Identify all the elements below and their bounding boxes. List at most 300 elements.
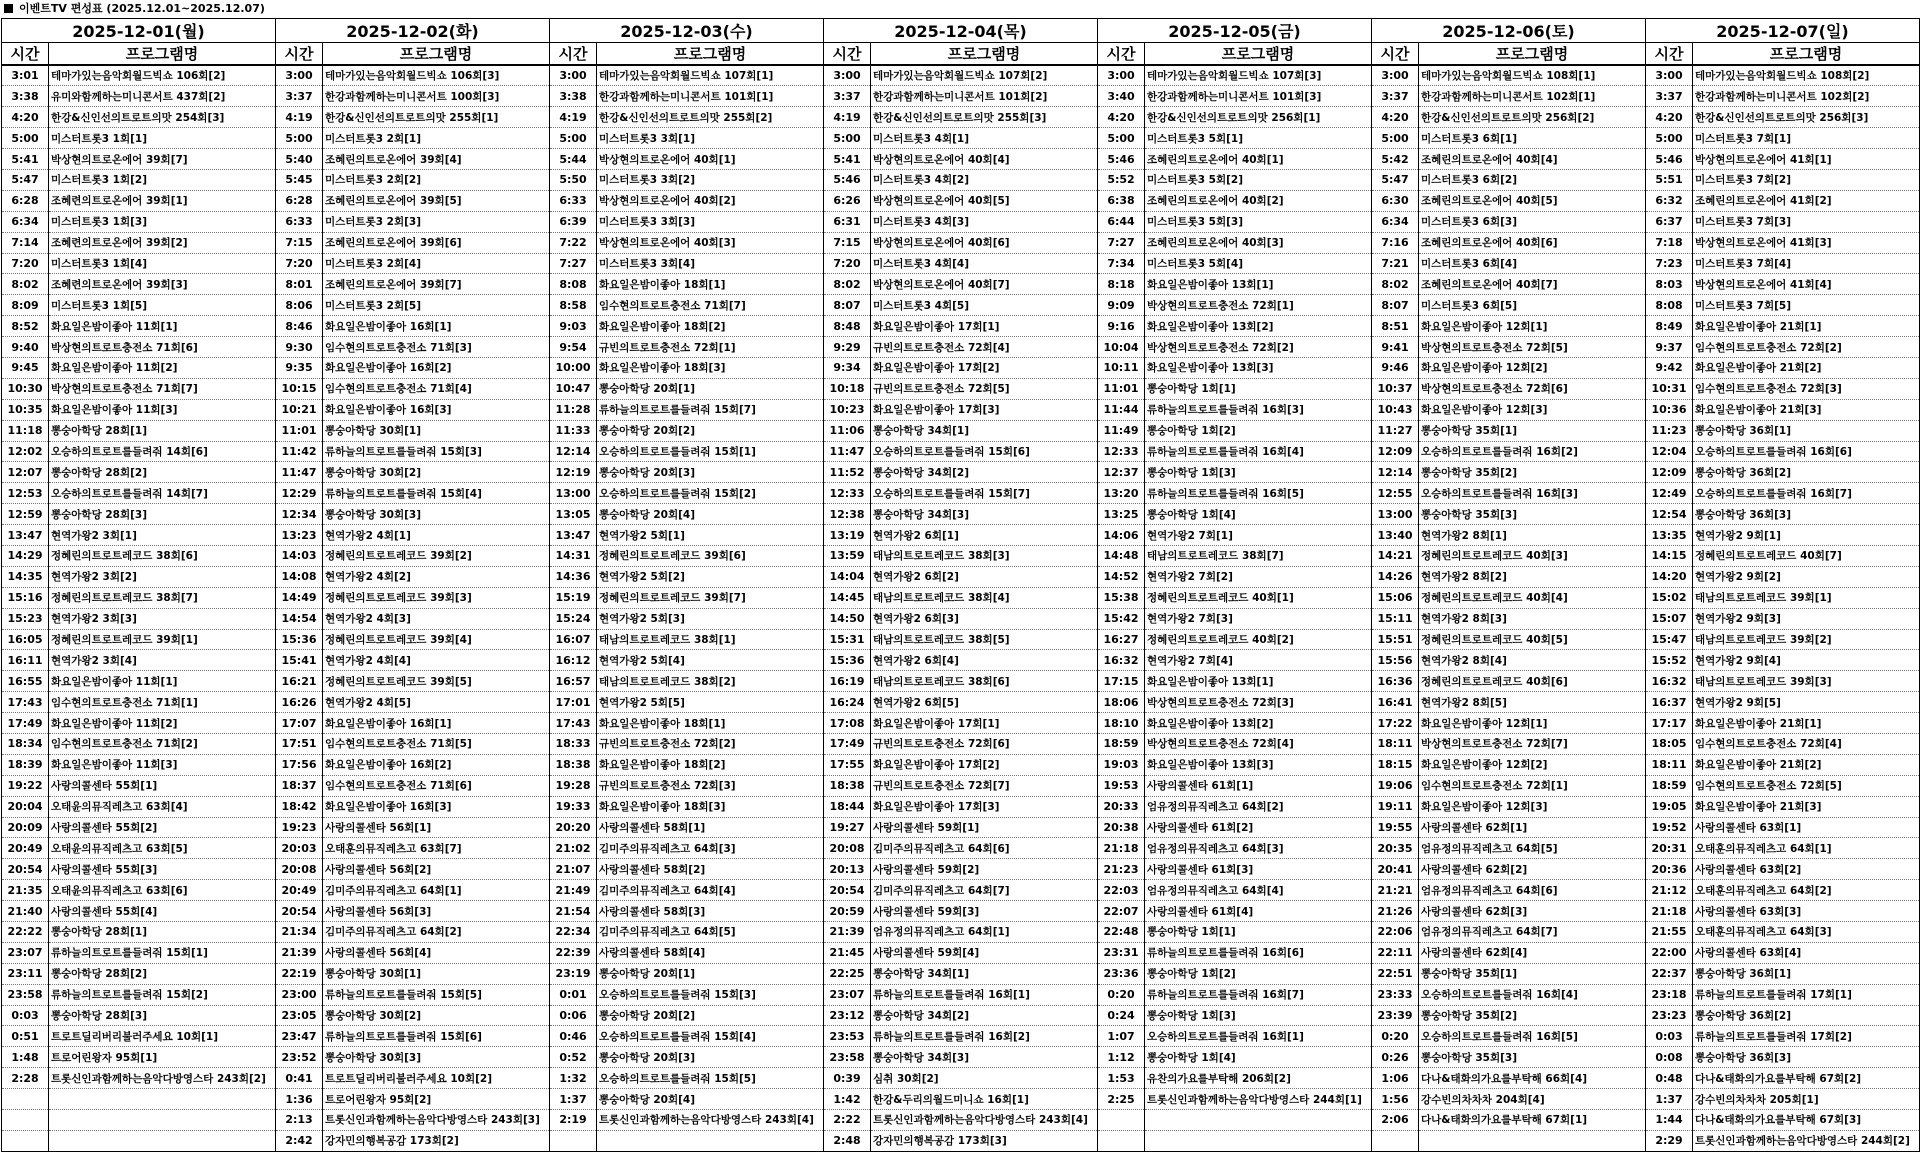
air-time: 9:37 xyxy=(1646,337,1693,358)
air-time: 10:47 xyxy=(550,378,597,399)
program-name: 미스터트롯3 5회[4] xyxy=(1145,253,1372,274)
program-name: 오승하의트로트를들려줘 15회[7] xyxy=(871,483,1098,504)
program-name: 미스터트롯3 2회[5] xyxy=(323,295,550,316)
program-name: 테마가있는음악회월드빅쇼 107회[1] xyxy=(597,65,824,86)
program-name: 현역가왕2 8회[4] xyxy=(1419,650,1646,671)
program-name: 뽕숭아학당 20회[1] xyxy=(597,378,824,399)
program-name: 사랑의콜센타 62회[4] xyxy=(1419,942,1646,963)
program-name: 태남의트로트레코드 38회[4] xyxy=(871,587,1098,608)
program-name: 박상현의트로온에어 40회[5] xyxy=(871,190,1098,211)
program-name: 한강과함께하는미니콘서트 102회[2] xyxy=(1693,86,1920,107)
air-time: 8:02 xyxy=(1372,274,1419,295)
air-time: 16:11 xyxy=(2,650,49,671)
air-time: 16:05 xyxy=(2,629,49,650)
air-time: 5:51 xyxy=(1646,169,1693,190)
air-time: 12:38 xyxy=(824,504,871,525)
program-name: 테마가있는음악회월드빅쇼 106회[3] xyxy=(323,65,550,86)
program-name: 현역가왕2 5회[5] xyxy=(597,692,824,713)
program-name: 태남의트로트레코드 39회[2] xyxy=(1693,629,1920,650)
air-time: 17:08 xyxy=(824,713,871,734)
air-time: 14:03 xyxy=(276,545,323,566)
air-time: 20:04 xyxy=(2,796,49,817)
air-time: 19:23 xyxy=(276,817,323,838)
air-time: 7:18 xyxy=(1646,232,1693,253)
air-time: 21:23 xyxy=(1098,859,1145,880)
air-time: 21:45 xyxy=(824,942,871,963)
schedule-row xyxy=(2,86,1920,107)
program-name: 현역가왕2 7회[4] xyxy=(1145,650,1372,671)
air-time: 0:20 xyxy=(1372,1026,1419,1047)
program-name: 현역가왕2 7회[1] xyxy=(1145,525,1372,546)
air-time: 8:03 xyxy=(1646,274,1693,295)
air-time: 16:26 xyxy=(276,692,323,713)
schedule-row xyxy=(2,1110,1920,1131)
air-time: 23:39 xyxy=(1372,1005,1419,1026)
air-time: 15:02 xyxy=(1646,587,1693,608)
air-time: 18:38 xyxy=(550,754,597,775)
air-time: 6:32 xyxy=(1646,190,1693,211)
air-time: 0:01 xyxy=(550,984,597,1005)
program-name: 화요일은밤이좋아 12회[3] xyxy=(1419,796,1646,817)
program-name: 사랑의콜센타 61회[2] xyxy=(1145,817,1372,838)
program-name: 트로어린왕자 95회[1] xyxy=(49,1047,276,1068)
program-name: 현역가왕2 6회[3] xyxy=(871,608,1098,629)
air-time: 20:08 xyxy=(276,859,323,880)
air-time: 16:32 xyxy=(1646,671,1693,692)
program-name: 한강&신인선의트로트의맛 255회[2] xyxy=(597,107,824,128)
program-name: 현역가왕2 5회[1] xyxy=(597,525,824,546)
air-time: 17:17 xyxy=(1646,713,1693,734)
air-time: 19:27 xyxy=(824,817,871,838)
air-time: 17:22 xyxy=(1372,713,1419,734)
program-name: 박상현의트로온에어 40회[7] xyxy=(871,274,1098,295)
program-name: 박상현의트로트충전소 72회[5] xyxy=(1419,337,1646,358)
program-name: 박상현의트로트충전소 72회[1] xyxy=(1145,295,1372,316)
air-time: 12:02 xyxy=(2,441,49,462)
program-name: 사랑의콜센타 58회[3] xyxy=(597,901,824,922)
program-name: 뽕숭아학당 35회[2] xyxy=(1419,1005,1646,1026)
air-time: 6:39 xyxy=(550,211,597,232)
air-time: 18:33 xyxy=(550,734,597,755)
schedule-row xyxy=(2,587,1920,608)
program-name: 화요일은밤이좋아 13회[1] xyxy=(1145,671,1372,692)
program-name: 정혜린의트로트레코드 39회[6] xyxy=(597,545,824,566)
program-name: 현역가왕2 5회[4] xyxy=(597,650,824,671)
air-time: 11:47 xyxy=(276,462,323,483)
air-time: 14:06 xyxy=(1098,525,1145,546)
program-name: 사랑의콜센타 61회[4] xyxy=(1145,901,1372,922)
program-name: 한강과함께하는미니콘서트 101회[1] xyxy=(597,86,824,107)
air-time xyxy=(1372,1130,1419,1151)
program-name: 박상현의트로온에어 39회[7] xyxy=(49,149,276,170)
program-name: 화요일은밤이좋아 18회[2] xyxy=(597,316,824,337)
program-name: 조혜린의트로온에어 40회[7] xyxy=(1419,274,1646,295)
program-name: 트롯신인과함께하는음악다방영스타 244회[2] xyxy=(1693,1130,1920,1151)
schedule-row xyxy=(2,253,1920,274)
air-time: 7:15 xyxy=(276,232,323,253)
program-name: 화요일은밤이좋아 18회[3] xyxy=(597,796,824,817)
air-time: 8:07 xyxy=(824,295,871,316)
program-name: 조혜린의트로온에어 40회[3] xyxy=(1145,232,1372,253)
program-name: 사랑의콜센타 55회[2] xyxy=(49,817,276,838)
air-time: 4:20 xyxy=(1646,107,1693,128)
program-name: 오승하의트로트를들려줘 16회[7] xyxy=(1693,483,1920,504)
program-name: 정혜린의트로트레코드 40회[2] xyxy=(1145,629,1372,650)
program-name: 뽕숭아학당 35회[2] xyxy=(1419,462,1646,483)
schedule-row xyxy=(2,65,1920,86)
program-name: 현역가왕2 6회[4] xyxy=(871,650,1098,671)
schedule-row xyxy=(2,901,1920,922)
program-name: 화요일은밤이좋아 12회[1] xyxy=(1419,316,1646,337)
program-name: 뽕숭아학당 36회[3] xyxy=(1693,504,1920,525)
program-name: 트로트딜리버리불러주세요 10회[1] xyxy=(49,1026,276,1047)
air-time: 14:04 xyxy=(824,566,871,587)
air-time: 23:47 xyxy=(276,1026,323,1047)
schedule-row xyxy=(2,169,1920,190)
program-name: 뽕숭아학당 1회[4] xyxy=(1145,1047,1372,1068)
program-name: 다나&태화의가요를부탁해 67회[3] xyxy=(1693,1110,1920,1131)
time-column-header: 시간 xyxy=(550,43,597,66)
air-time: 16:36 xyxy=(1372,671,1419,692)
program-name: 뽕숭아학당 1회[2] xyxy=(1145,420,1372,441)
air-time: 17:43 xyxy=(550,713,597,734)
program-name: 류하늘의트로트를들려줘 15회[7] xyxy=(597,399,824,420)
air-time: 12:53 xyxy=(2,483,49,504)
air-time: 21:55 xyxy=(1646,922,1693,943)
air-time xyxy=(1098,1110,1145,1131)
program-name: 사랑의콜센타 56회[2] xyxy=(323,859,550,880)
air-time: 23:11 xyxy=(2,963,49,984)
air-time: 21:49 xyxy=(550,880,597,901)
air-time: 5:41 xyxy=(824,149,871,170)
air-time: 8:46 xyxy=(276,316,323,337)
air-time: 15:06 xyxy=(1372,587,1419,608)
program-name: 뽕숭아학당 30회[1] xyxy=(323,963,550,984)
schedule-row xyxy=(2,1089,1920,1110)
air-time: 8:09 xyxy=(2,295,49,316)
air-time: 7:34 xyxy=(1098,253,1145,274)
program-name: 현역가왕2 8회[3] xyxy=(1419,608,1646,629)
air-time: 21:40 xyxy=(2,901,49,922)
air-time: 0:03 xyxy=(1646,1026,1693,1047)
program-name: 현역가왕2 3회[3] xyxy=(49,608,276,629)
program-name: 박상현의트로온에어 41회[3] xyxy=(1693,232,1920,253)
air-time xyxy=(2,1130,49,1151)
program-name: 현역가왕2 8회[2] xyxy=(1419,566,1646,587)
program-column-header: 프로그램명 xyxy=(871,43,1098,66)
program-name: 사랑의콜센타 55회[4] xyxy=(49,901,276,922)
program-name: 미스터트롯3 4회[4] xyxy=(871,253,1098,274)
program-name: 류하늘의트로트를들려줘 15회[2] xyxy=(49,984,276,1005)
schedule-table xyxy=(1,18,1920,1152)
air-time: 2:22 xyxy=(824,1110,871,1131)
schedule-row xyxy=(2,232,1920,253)
program-name: 화요일은밤이좋아 12회[2] xyxy=(1419,754,1646,775)
program-name: 미스터트롯3 5회[1] xyxy=(1145,128,1372,149)
air-time: 23:18 xyxy=(1646,984,1693,1005)
program-name: 화요일은밤이좋아 13회[1] xyxy=(1145,274,1372,295)
program-name: 김미주의뮤직레츠고 64회[6] xyxy=(871,838,1098,859)
schedule-row xyxy=(2,608,1920,629)
air-time: 18:11 xyxy=(1646,754,1693,775)
air-time: 17:49 xyxy=(824,734,871,755)
air-time: 15:56 xyxy=(1372,650,1419,671)
program-name: 규빈의트로트충전소 72회[4] xyxy=(871,337,1098,358)
program-name: 조혜린의트로온에어 39회[7] xyxy=(323,274,550,295)
air-time: 10:23 xyxy=(824,399,871,420)
program-name: 태남의트로트레코드 38회[2] xyxy=(597,671,824,692)
program-name: 박상현의트로온에어 40회[2] xyxy=(597,190,824,211)
program-name: 화요일은밤이좋아 16회[3] xyxy=(323,796,550,817)
air-time: 12:14 xyxy=(1372,462,1419,483)
air-time: 16:37 xyxy=(1646,692,1693,713)
program-name: 미스터트롯3 2회[2] xyxy=(323,169,550,190)
air-time: 7:20 xyxy=(276,253,323,274)
air-time: 12:09 xyxy=(1372,441,1419,462)
program-name: 트롯신인과함께하는음악다방영스타 243회[3] xyxy=(323,1110,550,1131)
air-time: 0:46 xyxy=(550,1026,597,1047)
air-time: 1:37 xyxy=(550,1089,597,1110)
air-time: 11:01 xyxy=(1098,378,1145,399)
air-time: 13:20 xyxy=(1098,483,1145,504)
program-name: 뽕숭아학당 35회[1] xyxy=(1419,963,1646,984)
program-name: 트로어린왕자 95회[2] xyxy=(323,1089,550,1110)
schedule-row xyxy=(2,504,1920,525)
program-name: 화요일은밤이좋아 18회[3] xyxy=(597,357,824,378)
program-name: 강수빈의차차차 204회[4] xyxy=(1419,1089,1646,1110)
air-time: 21:02 xyxy=(550,838,597,859)
air-time: 12:33 xyxy=(1098,441,1145,462)
air-time: 14:26 xyxy=(1372,566,1419,587)
program-name: 임수현의트로트충전소 71회[1] xyxy=(49,692,276,713)
air-time: 22:39 xyxy=(550,942,597,963)
air-time: 17:55 xyxy=(824,754,871,775)
program-name: 현역가왕2 4회[1] xyxy=(323,525,550,546)
program-name: 사랑의콜센타 63회[2] xyxy=(1693,859,1920,880)
program-name: 엄유정의뮤직레츠고 64회[4] xyxy=(1145,880,1372,901)
air-time: 10:35 xyxy=(2,399,49,420)
program-name: 정혜린의트로트레코드 40회[6] xyxy=(1419,671,1646,692)
air-time: 21:39 xyxy=(824,922,871,943)
program-name: 미스터트롯3 6회[5] xyxy=(1419,295,1646,316)
date-header-row xyxy=(2,19,1920,43)
program-name: 미스터트롯3 2회[3] xyxy=(323,211,550,232)
air-time: 18:59 xyxy=(1098,734,1145,755)
program-name: 정혜린의트로트레코드 38회[7] xyxy=(49,587,276,608)
program-name: 현역가왕2 4회[5] xyxy=(323,692,550,713)
schedule-row xyxy=(2,754,1920,775)
air-time: 13:05 xyxy=(550,504,597,525)
program-name: 화요일은밤이좋아 16회[2] xyxy=(323,357,550,378)
air-time: 16:19 xyxy=(824,671,871,692)
air-time: 1:07 xyxy=(1098,1026,1145,1047)
air-time: 20:09 xyxy=(2,817,49,838)
program-name: 정혜린의트로트레코드 38회[6] xyxy=(49,545,276,566)
schedule-row xyxy=(2,859,1920,880)
air-time: 9:03 xyxy=(550,316,597,337)
program-name: 정혜린의트로트레코드 39회[7] xyxy=(597,587,824,608)
program-name: 김미주의뮤직레츠고 64회[2] xyxy=(323,922,550,943)
air-time: 5:45 xyxy=(276,169,323,190)
air-time: 13:19 xyxy=(824,525,871,546)
program-name: 오태훈의뮤직레츠고 63회[7] xyxy=(323,838,550,859)
program-name: 한강&신인선의트로트의맛 256회[3] xyxy=(1693,107,1920,128)
program-name: 뽕숭아학당 35회[3] xyxy=(1419,504,1646,525)
program-name: 뽕숭아학당 20회[4] xyxy=(597,1089,824,1110)
program-name: 미스터트롯3 6회[2] xyxy=(1419,169,1646,190)
schedule-row xyxy=(2,838,1920,859)
program-name: 미스터트롯3 6회[4] xyxy=(1419,253,1646,274)
program-name: 사랑의콜센타 58회[2] xyxy=(597,859,824,880)
program-name: 임수현의트로트충전소 71회[7] xyxy=(597,295,824,316)
air-time: 19:22 xyxy=(2,775,49,796)
program-name: 뽕숭아학당 28회[2] xyxy=(49,963,276,984)
program-name: 유찬의가요를부탁해 206회[2] xyxy=(1145,1068,1372,1089)
schedule-row xyxy=(2,211,1920,232)
air-time: 8:08 xyxy=(1646,295,1693,316)
program-name: 임수현의트로트충전소 71회[6] xyxy=(323,775,550,796)
program-column-header: 프로그램명 xyxy=(1693,43,1920,66)
air-time: 8:51 xyxy=(1372,316,1419,337)
air-time: 11:52 xyxy=(824,462,871,483)
air-time: 0:39 xyxy=(824,1068,871,1089)
air-time: 16:12 xyxy=(550,650,597,671)
program-name: 김미주의뮤직레츠고 64회[4] xyxy=(597,880,824,901)
air-time: 16:32 xyxy=(1098,650,1145,671)
air-time: 6:28 xyxy=(2,190,49,211)
air-time: 22:22 xyxy=(2,922,49,943)
air-time: 4:19 xyxy=(550,107,597,128)
program-name: 류하늘의트로트를들려줘 17회[1] xyxy=(1693,984,1920,1005)
air-time: 22:37 xyxy=(1646,963,1693,984)
air-time: 14:31 xyxy=(550,545,597,566)
air-time: 8:02 xyxy=(2,274,49,295)
program-name: 화요일은밤이좋아 13회[3] xyxy=(1145,357,1372,378)
program-name: 현역가왕2 9회[1] xyxy=(1693,525,1920,546)
air-time: 5:41 xyxy=(2,149,49,170)
air-time: 20:36 xyxy=(1646,859,1693,880)
program-name: 정혜린의트로트레코드 40회[4] xyxy=(1419,587,1646,608)
air-time: 23:31 xyxy=(1098,942,1145,963)
program-name: 미스터트롯3 1회[2] xyxy=(49,169,276,190)
program-name: 테마가있는음악회월드빅쇼 107회[3] xyxy=(1145,65,1372,86)
program-name: 트로트딜리버리불러주세요 10회[2] xyxy=(323,1068,550,1089)
program-name: 현역가왕2 3회[1] xyxy=(49,525,276,546)
air-time: 6:38 xyxy=(1098,190,1145,211)
program-name: 임수현의트로트충전소 71회[3] xyxy=(323,337,550,358)
program-name: 오태훈의뮤직레츠고 64회[3] xyxy=(1693,922,1920,943)
program-name: 임수현의트로트충전소 71회[5] xyxy=(323,734,550,755)
program-name: 미스터트롯3 6회[3] xyxy=(1419,211,1646,232)
air-time: 20:35 xyxy=(1372,838,1419,859)
air-time: 8:18 xyxy=(1098,274,1145,295)
air-time: 3:00 xyxy=(1372,65,1419,86)
air-time: 12:34 xyxy=(276,504,323,525)
program-name: 뽕숭아학당 30회[3] xyxy=(323,504,550,525)
air-time: 0:20 xyxy=(1098,984,1145,1005)
program-name: 현역가왕2 5회[3] xyxy=(597,608,824,629)
program-name: 뽕숭아학당 20회[1] xyxy=(597,963,824,984)
air-time: 12:07 xyxy=(2,462,49,483)
program-name: 뽕숭아학당 1회[2] xyxy=(1145,963,1372,984)
program-name: 오승하의트로트를들려줘 15회[3] xyxy=(597,984,824,1005)
air-time: 18:10 xyxy=(1098,713,1145,734)
air-time: 20:31 xyxy=(1646,838,1693,859)
air-time: 5:46 xyxy=(824,169,871,190)
program-name: 정혜린의트로트레코드 39회[1] xyxy=(49,629,276,650)
air-time: 4:20 xyxy=(1098,107,1145,128)
air-time: 18:44 xyxy=(824,796,871,817)
program-name: 화요일은밤이좋아 17회[2] xyxy=(871,357,1098,378)
air-time: 15:07 xyxy=(1646,608,1693,629)
program-name xyxy=(49,1130,276,1151)
program-name: 류하늘의트로트를들려줘 17회[2] xyxy=(1693,1026,1920,1047)
program-name: 뽕숭아학당 28회[3] xyxy=(49,1005,276,1026)
program-name: 정혜린의트로트레코드 40회[7] xyxy=(1693,545,1920,566)
program-name: 사랑의콜센타 63회[4] xyxy=(1693,942,1920,963)
air-time: 20:38 xyxy=(1098,817,1145,838)
air-time: 6:44 xyxy=(1098,211,1145,232)
air-time: 14:29 xyxy=(2,545,49,566)
time-column-header: 시간 xyxy=(824,43,871,66)
air-time: 17:15 xyxy=(1098,671,1145,692)
program-name: 한강&신인선의트로트의맛 255회[1] xyxy=(323,107,550,128)
program-name: 뽕숭아학당 1회[3] xyxy=(1145,462,1372,483)
air-time: 10:31 xyxy=(1646,378,1693,399)
program-name: 화요일은밤이좋아 12회[2] xyxy=(1419,357,1646,378)
air-time: 18:38 xyxy=(824,775,871,796)
schedule-row xyxy=(2,525,1920,546)
air-time: 20:54 xyxy=(2,859,49,880)
air-time: 16:27 xyxy=(1098,629,1145,650)
program-name: 태남의트로트레코드 38회[7] xyxy=(1145,545,1372,566)
air-time: 18:39 xyxy=(2,754,49,775)
air-time: 20:54 xyxy=(824,880,871,901)
air-time: 8:02 xyxy=(824,274,871,295)
air-time: 22:19 xyxy=(276,963,323,984)
air-time: 21:54 xyxy=(550,901,597,922)
program-name: 현역가왕2 9회[3] xyxy=(1693,608,1920,629)
program-name: 박상현의트로트충전소 72회[7] xyxy=(1419,734,1646,755)
program-name: 조혜린의트로온에어 40회[4] xyxy=(1419,149,1646,170)
air-time: 21:35 xyxy=(2,880,49,901)
program-name: 박상현의트로트충전소 72회[6] xyxy=(1419,378,1646,399)
air-time: 14:15 xyxy=(1646,545,1693,566)
air-time: 19:06 xyxy=(1372,775,1419,796)
program-name: 뽕숭아학당 20회[2] xyxy=(597,1005,824,1026)
air-time: 1:36 xyxy=(276,1089,323,1110)
air-time: 18:59 xyxy=(1646,775,1693,796)
air-time: 11:27 xyxy=(1372,420,1419,441)
air-time: 2:48 xyxy=(824,1130,871,1151)
air-time: 13:25 xyxy=(1098,504,1145,525)
air-time: 8:58 xyxy=(550,295,597,316)
air-time: 3:00 xyxy=(276,65,323,86)
program-name: 임수현의트로트충전소 72회[5] xyxy=(1693,775,1920,796)
air-time: 9:29 xyxy=(824,337,871,358)
program-name: 사랑의콜센타 63회[3] xyxy=(1693,901,1920,922)
air-time: 1:48 xyxy=(2,1047,49,1068)
schedule-row xyxy=(2,650,1920,671)
program-name: 엄유정의뮤직레츠고 64회[7] xyxy=(1419,922,1646,943)
air-time: 0:08 xyxy=(1646,1047,1693,1068)
program-name: 규빈의트로트충전소 72회[7] xyxy=(871,775,1098,796)
program-name: 류하늘의트로트를들려줘 15회[3] xyxy=(323,441,550,462)
air-time: 16:41 xyxy=(1372,692,1419,713)
air-time: 11:28 xyxy=(550,399,597,420)
program-name: 오태훈의뮤직레츠고 64회[1] xyxy=(1693,838,1920,859)
program-name: 현역가왕2 9회[4] xyxy=(1693,650,1920,671)
